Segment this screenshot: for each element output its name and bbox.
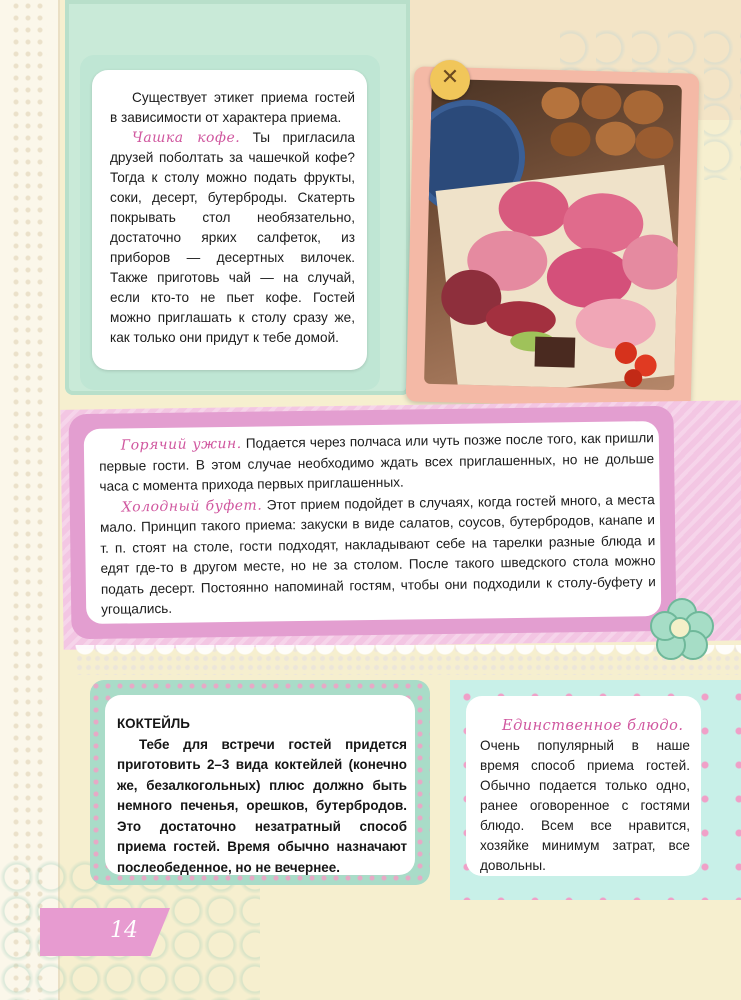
card-single-dish-text xyxy=(480,716,690,876)
single-dish-title: Единственное блюдо. xyxy=(502,718,684,734)
single-dish-paragraph: Очень популярный в наше время способ приема гостей. Обычно подается только одно, ранее оговоренное с гостями блюдо. Всем все нравится, хозяйке минимум затрат, все довольны. xyxy=(480,738,690,873)
cocktail-paragraph: Тебе для встречи гостей придется приготовить 2–3 вида коктейлей (конечно же, безалкогольных) плюс должно быть немного печенья, орешков, бутербродов. Это достаточно незатратный способ приема гостей. Время обычно назначают послеобеденное, но не вечернее. xyxy=(117,736,407,875)
buffet-text: Этот прием подойдет в случаях, когда гостей много, а места мало. Принцип такого приема: закуски в виде салатов, соусов, бутербродов, канапе и т. п. стоят на столе, гости подходят, накладывают себе на тарелки разные блюда и едят где-то в другом месте, но не за столом. После такого шведского стола можно подать десерт. Постоянно напоминай гостям, чтобы они подходили к столу-буфету и угощались. xyxy=(99,491,656,617)
page-number: 14 xyxy=(110,918,138,943)
coffee-paragraph xyxy=(110,128,355,348)
coffee-title: Чашка кофе. xyxy=(132,130,241,146)
cocktail-title: КОКТЕЙЛЬ xyxy=(117,716,190,731)
food-photo xyxy=(424,79,682,390)
card-cocktail-text xyxy=(117,714,407,878)
dinner-title: Горячий ужин. xyxy=(120,435,242,454)
buffet-title: Холодный буфет. xyxy=(121,497,263,516)
sewing-button-icon xyxy=(430,60,470,100)
card-coffee-text xyxy=(110,88,355,348)
coffee-text: Ты пригласила друзей поболтать за чашечкой кофе? Тогда к столу можно подать фрукты, соки, десерт, бутерброды. Скатерть покрывать стол необязательно, достаточно ярких салфеток, из приборов — десертных вилочек. Также приготовь чай — на случай, если кто-то не пьет кофе. Гостей можно приглашать к столу сразу же, как только они придут к тебе домой. xyxy=(110,130,355,345)
buffet-paragraph xyxy=(100,490,657,621)
lace-border-left xyxy=(0,0,60,1000)
card-dinner-buffet-text xyxy=(99,428,657,620)
flower-icon xyxy=(650,598,710,658)
etiquette-intro: Существует этикет приема гостей в зависимости от характера приема. xyxy=(110,90,355,125)
page-number-tab xyxy=(40,908,170,956)
lace-ribbon xyxy=(75,645,741,675)
dinner-paragraph xyxy=(99,428,655,497)
dinner-text: Подается через полчаса или чуть позже после того, как пришли первые гости. В этом случае необходимо ждать всех приглашенных, но не дольше часа с момента прихода первых приглашенных. xyxy=(99,430,655,494)
